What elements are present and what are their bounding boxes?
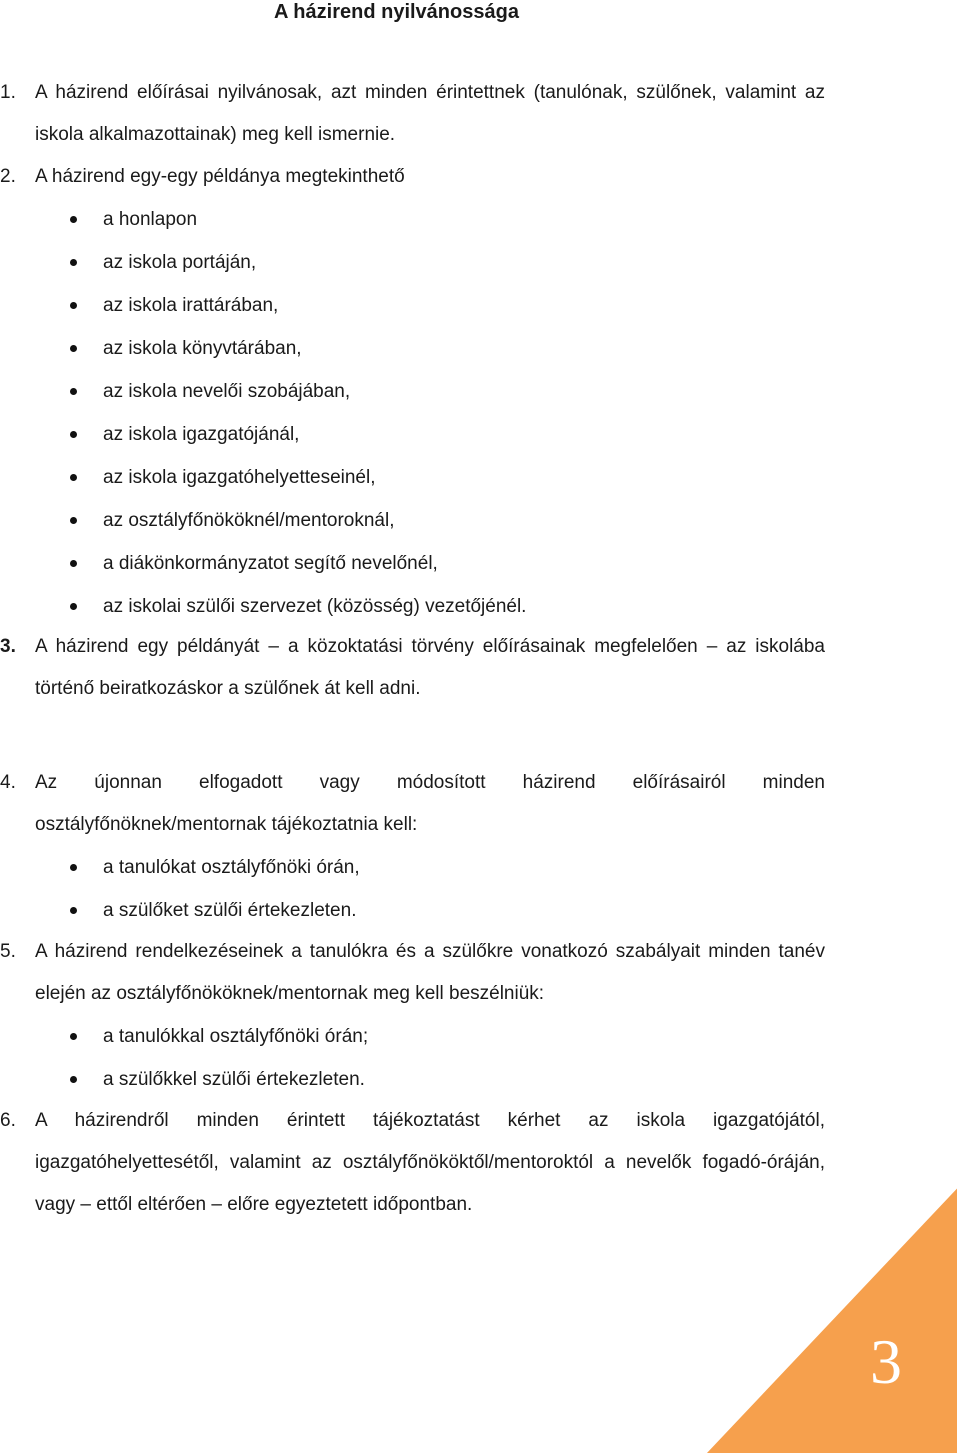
bullet-list-5 xyxy=(0,1015,825,1101)
bullet-icon xyxy=(70,907,77,914)
list-item: a tanulókkal osztályfőnöki órán; xyxy=(0,1015,825,1058)
list-item: az iskola portáján, xyxy=(0,241,825,284)
item-number: 6. xyxy=(0,1110,16,1131)
list-item: a tanulókat osztályfőnöki órán, xyxy=(0,846,825,889)
list-item: az iskola irattárában, xyxy=(0,284,825,327)
bullet-icon xyxy=(70,864,77,871)
item-1 xyxy=(0,72,825,156)
list-item: a diákönkormányzatot segítő nevelőnél, xyxy=(0,542,825,585)
list-item: a szülőket szülői értekezleten. xyxy=(0,889,825,932)
bullet-icon xyxy=(70,388,77,395)
list-item: az osztályfőnököknél/mentoroknál, xyxy=(0,499,825,542)
bullet-list-2 xyxy=(0,198,825,628)
item-text: A házirend egy-egy példánya megtekinthető xyxy=(35,166,405,187)
item-text: A házirend egy példányát – a közoktatási törvény előírásainak megfelelően – az iskolába történő beiratkozáskor a szülőnek át kell adni. xyxy=(35,636,825,699)
item-4 xyxy=(0,762,825,846)
page-number: 3 xyxy=(870,1326,902,1397)
list-item: az iskolai szülői szervezet (közösség) vezetőjénél. xyxy=(0,585,825,628)
bullet-icon xyxy=(70,216,77,223)
list-item: az iskola igazgatóhelyetteseinél, xyxy=(0,456,825,499)
bullet-icon xyxy=(70,302,77,309)
item-text: Az újonnan elfogadott vagy módosított házirend előírásairól minden osztályfőnöknek/mentornak tájékoztatnia kell: xyxy=(35,772,825,835)
bullet-icon xyxy=(70,431,77,438)
bullet-list-4 xyxy=(0,846,825,932)
item-text: A házirend előírásai nyilvánosak, azt minden érintettnek (tanulónak, szülőnek, valamint az iskola alkalmazottainak) meg kell ismernie. xyxy=(35,82,825,145)
item-text: A házirend rendelkezéseinek a tanulókra és a szülőkre vonatkozó szabályait minden tanév elején az osztályfőnököknek/mentornak meg kell beszélniük: xyxy=(35,941,825,1004)
list-item: a honlapon xyxy=(0,198,825,241)
bullet-icon xyxy=(70,259,77,266)
item-3 xyxy=(0,626,825,710)
bullet-icon xyxy=(70,474,77,481)
bullet-icon xyxy=(70,345,77,352)
list-item: az iskola könyvtárában, xyxy=(0,327,825,370)
item-number: 3. xyxy=(0,636,16,657)
bullet-icon xyxy=(70,603,77,610)
bullet-icon xyxy=(70,560,77,567)
item-number: 2. xyxy=(0,166,16,187)
item-number: 4. xyxy=(0,772,16,793)
page-corner-decoration xyxy=(700,1181,960,1456)
list-item: az iskola igazgatójánál, xyxy=(0,413,825,456)
list-item: az iskola nevelői szobájában, xyxy=(0,370,825,413)
item-text: A házirendről minden érintett tájékoztatást kérhet az iskola igazgatójától, igazgatóhelyettesétől, valamint az osztályfőnököktől/mentoroktól a nevelők fogadó-óráján, vagy – ettől eltérően – előre egyeztetett időpontban. xyxy=(35,1110,825,1215)
document-title: A házirend nyilvánossága xyxy=(274,1,519,23)
bullet-icon xyxy=(70,1033,77,1040)
item-number: 1. xyxy=(0,82,16,103)
bullet-icon xyxy=(70,517,77,524)
item-5 xyxy=(0,931,825,1015)
corner-triangle xyxy=(700,1181,960,1456)
item-2 xyxy=(0,156,825,198)
list-item: a szülőkkel szülői értekezleten. xyxy=(0,1058,825,1101)
item-number: 5. xyxy=(0,941,16,962)
bullet-icon xyxy=(70,1076,77,1083)
